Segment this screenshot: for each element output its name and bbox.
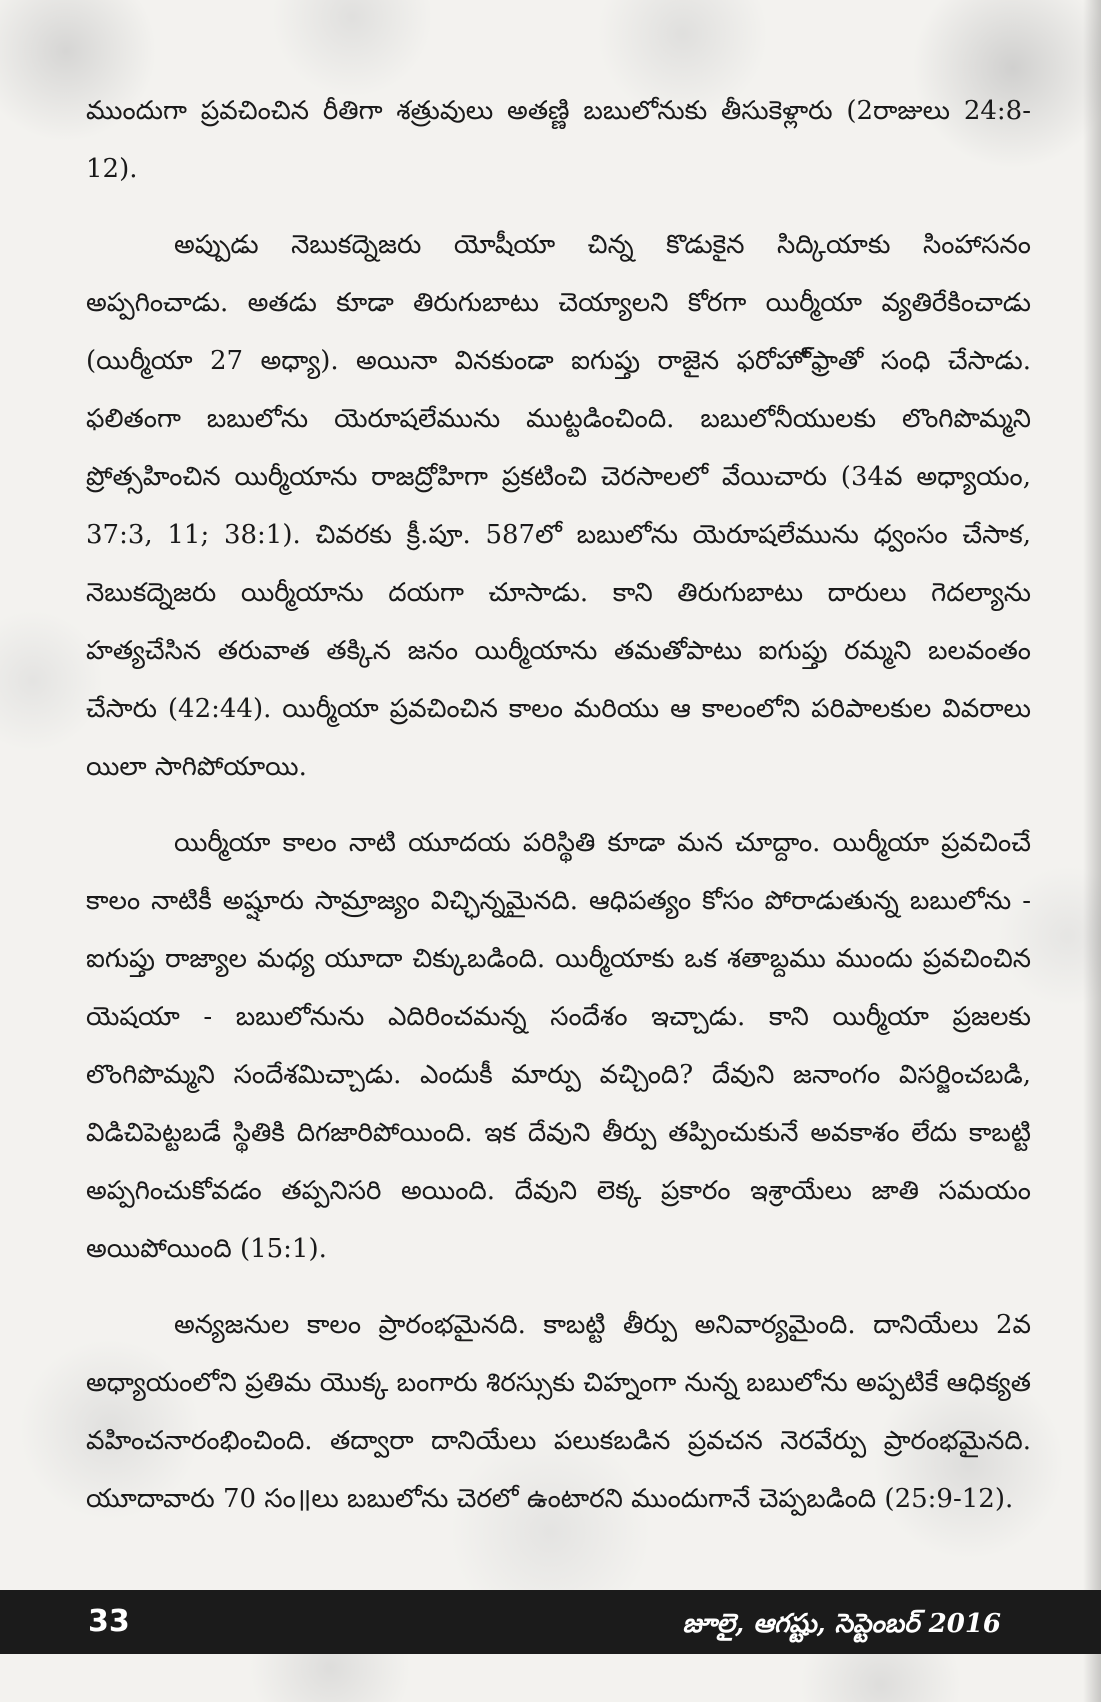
paragraph-1: ముందుగా ప్రవచించిన రీతిగా శత్రువులు అతణ్ణి బబులోనుకు తీసుకెళ్లారు (2రాజులు 24:8-12). xyxy=(86,96,1031,184)
page-number: 33 xyxy=(88,1604,130,1639)
paragraph-3: యిర్మీయా కాలం నాటి యూదయ పరిస్థితి కూడా మన చూద్దాం. యిర్మీయా ప్రవచించే కాలం నాటికీ అష్షూరు సామ్రాజ్యం విచ్ఛిన్నమైనది. ఆధిపత్యం కోసం పోరాడుతున్న బబులోను - ఐగుప్తు రాజ్యాల మధ్య యూదా చిక్కుబడింది. యిర్మీయాకు ఒక శతాబ్దము ముందు ప్రవచించిన యెషయా - బబులోనును ఎదిరించమన్న సందేశం ఇచ్చాడు. కాని యిర్మీయా ప్రజలకు లొంగిపొమ్మని సందేశమిచ్చాడు. ఎందుకీ మార్పు వచ్చింది? దేవుని జనాంగం విసర్జించబడి, విడిచిపెట్టబడే స్థితికి దిగజారిపోయింది. ఇక దేవుని తీర్పు తప్పించుకునే అవకాశం లేదు కాబట్టి అప్పగించుకోవడం తప్పనిసరి అయింది. దేవుని లెక్క ప్రకారం ఇశ్రాయేలు జాతి సమయం అయిపోయింది (15:1). xyxy=(86,828,1031,1264)
article-body xyxy=(86,82,1031,1528)
page-edge-shadow xyxy=(1083,0,1101,1702)
paragraph-2: అప్పుడు నెబుకద్నెజరు యోషీయా చిన్న కొడుకైన సిద్కియాకు సింహాసనం అప్పగించాడు. అతడు కూడా తిరుగుబాటు చెయ్యాలని కోరగా యిర్మీయా వ్యతిరేకించాడు (యిర్మీయా 27 అధ్యా). అయినా వినకుండా ఐగుప్తు రాజైన ఫరోహో్ఫ్రాతో సంధి చేసాడు. ఫలితంగా బబులోను యెరూషలేమును ముట్టడించింది. బబులోనీయులకు లొంగిపొమ్మని ప్రోత్సహించిన యిర్మీయాను రాజద్రోహిగా ప్రకటించి చెరసాలలో వేయిచారు (34వ అధ్యాయం, 37:3, 11; 38:1). చివరకు క్రీ.పూ. 587లో బబులోను యెరూషలేమును ధ్వంసం చేసాక, నెబుకద్నెజరు యిర్మీయాను దయగా చూసాడు. కాని తిరుగుబాటు దారులు గెదల్యాను హత్యచేసిన తరువాత తక్కిన జనం యిర్మీయాను తమతోపాటు ఐగుప్తు రమ్మని బలవంతం చేసారు (42:44). యిర్మీయా ప్రవచించిన కాలం మరియు ఆ కాలంలోని పరిపాలకుల వివరాలు యిలా సాగిపోయాయి. xyxy=(86,230,1031,782)
paragraph-4: అన్యజనుల కాలం ప్రారంభమైనది. కాబట్టి తీర్పు అనివార్యమైంది. దానియేలు 2వ అధ్యాయంలోని ప్రతిమ యొక్క బంగారు శిరస్సుకు చిహ్నంగా నున్న బబులోను అప్పటికే ఆధిక్యత వహించనారంభించింది. తద్వారా దానియేలు పలుకబడిన ప్రవచన నెరవేర్పు ప్రారంభమైనది. యూదావారు 70 సం॥లు బబులోను చెరలో ఉంటారని ముందుగానే చెప్పబడింది (25:9-12). xyxy=(86,1310,1031,1514)
issue-date: జూలై, ఆగష్టు, సెప్టెంబర్ 2016 xyxy=(682,1609,1001,1639)
page-footer xyxy=(0,1590,1101,1654)
